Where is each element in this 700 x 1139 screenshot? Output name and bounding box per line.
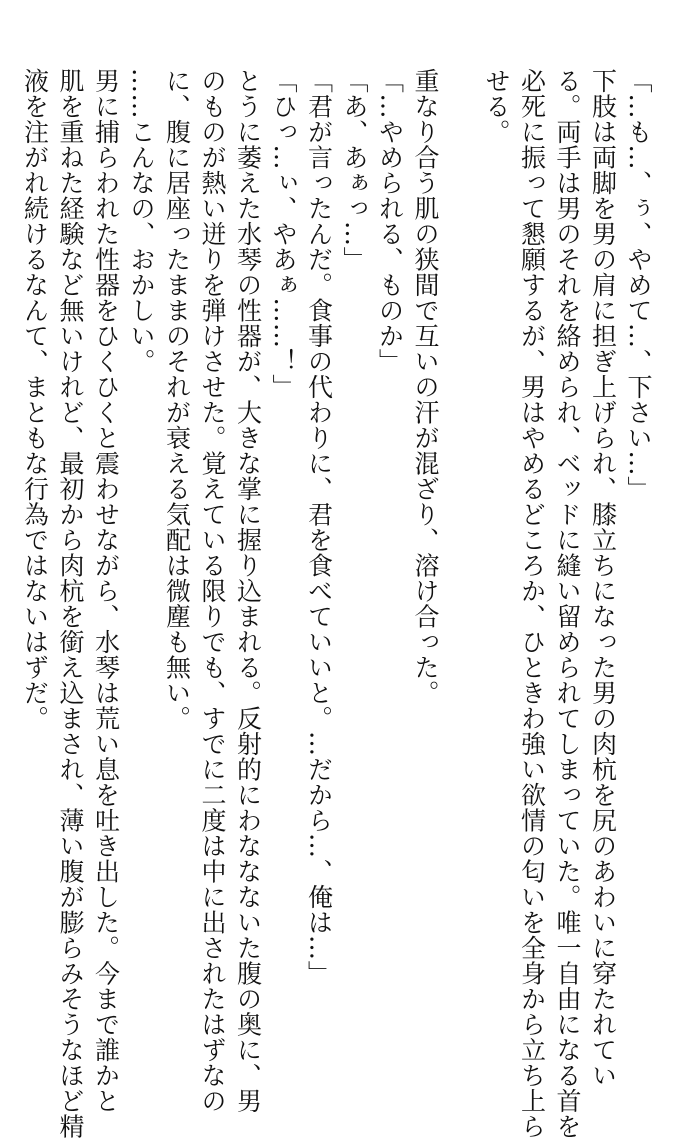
text-line: 「…も…、ぅ、やめて…、下さい…」 [624, 68, 653, 502]
text-line: ……こんなの、おかしい。 [127, 68, 156, 374]
text-line: に、腹に居座ったままのそれが衰える気配は微塵も無い。 [162, 68, 192, 731]
text-line: 男に捕らわれた性器をひくひくと震わせながら、水琴は荒い息を吐き出した。今まで誰かと [91, 68, 121, 1114]
text-line: 「ひっ…ぃ、やあぁ……！」 [269, 68, 298, 400]
text-line: 重なり合う肌の狭間で互いの汗が混ざり、溶け合った。 [411, 68, 440, 706]
text-line: 「…やめられる、ものか」 [375, 68, 405, 374]
text-line: 「あ、あぁっ…」 [340, 68, 369, 272]
blank-line [443, 68, 479, 968]
text-line: 必死に振って懇願するが、男はやめるどころか、ひときわ強い欲情の匂いを全身から立ち上ら [517, 68, 547, 1139]
text-line: 液を注がれ続けるなんて、まともな行為ではないはずだ。 [20, 68, 50, 731]
text-line: 下肢は両脚を男の肩に担ぎ上げられ、膝立ちになった男の肉杭を尻のあわいに穿たれてい [588, 68, 618, 1088]
text-line: とうに萎えた水琴の性器が、大きな掌に握り込まれる。反射的にわななないた腹の奥に、男 [233, 68, 263, 1114]
text-line: 「君が言ったんだ。食事の代わりに、君を食べていいと。…だから…、俺は…」 [304, 68, 334, 986]
text-line: 肌を重ねた経験など無いけれど、最初から肉杭を銜え込まされ、薄い腹が膨らみそうなほど精 [56, 68, 85, 1139]
text-line: せる。 [482, 68, 511, 145]
body-text [17, 68, 656, 1139]
text-line: のものが熱い迸りを弾けさせた。覚えている限りでも、すでに二度は中に出されたはずなの [198, 68, 227, 1114]
text-line: る。両手は男のそれを絡められ、ベッドに縫い留められてしまっていた。唯一自由になる首を [553, 68, 582, 1139]
